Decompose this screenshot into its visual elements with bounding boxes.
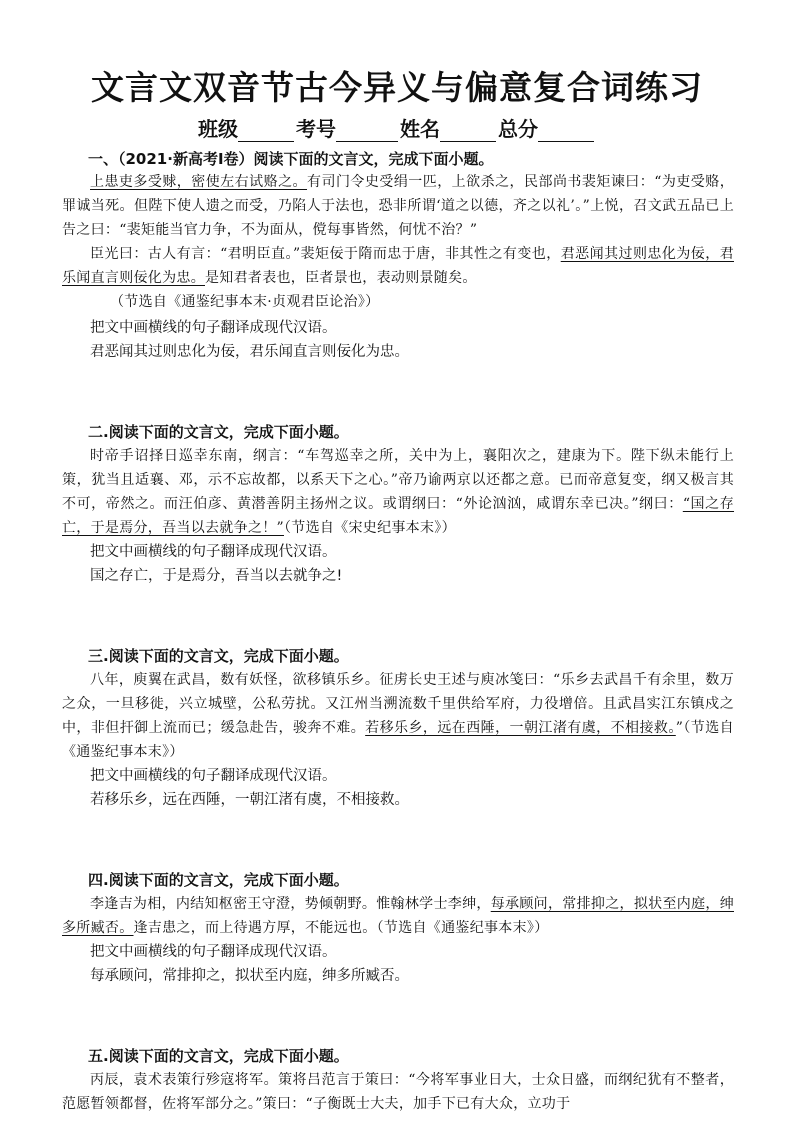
question-2-heading: 二.阅读下面的文言文，完成下面小题。 [88,423,349,441]
question-4-passage [62,892,734,940]
passage-text: 是知君者表也，臣者景也，表动则景随矣。 [205,270,477,286]
question-1-answer[interactable]: 君恶闻其过则忠化为佞，君乐闻直言则佞化为忠。 [90,344,409,360]
passage-text: 时帝手诏择日巡幸东南，纲言：“车驾巡幸之所，关中为上，襄阳次之，建康为下。陛下纵未能行上策，犹当且适襄、邓，示不忘故都，以系天下之心。”帝乃谕两京以还都之意。已而帝意复变，纲又极言其不可，帝然之。而汪伯彦、黄潜善阴主扬州之议。或谓纲曰：“外论汹汹，咸谓东幸已决。”纲曰： [62,448,734,512]
question-3-passage [62,668,734,764]
passage-text: 有司门令史受绢一匹，上欲杀之，民部尚书裴矩谏曰：“为吏受赂，罪诚当死。但陛下使人遗之而受，乃陷人于法也，恐非所谓‘道之以德，齐之以礼’。”上悦，召文武五品已上告之曰：“裴矩能当官力争，不为面从，傥每事皆然，何忧不治？” [62,174,735,238]
question-2-prompt: 把文中画横线的句子翻译成现代汉语。 [90,544,337,560]
passage-text: 八年，庾翼在武昌，数有妖怪，欲移镇乐乡。征虏长史王述与庾冰笺曰：“乐乡去武昌千有余里，数万之众，一旦移徙，兴立城壁，公私劳扰。又江州当溯流数千里供给军府，力役增倍。且武昌实江东镇戍之中，非但扞御上流而已；缓急赴告，骏奔不难。 [62,672,734,736]
question-1-source: （节选自《通鉴纪事本末·贞观君臣论治》） [110,294,380,310]
question-1-prompt: 把文中画横线的句子翻译成现代汉语。 [90,320,337,336]
question-3-answer[interactable]: 若移乐乡，远在西陲，一朝江渚有虞，不相接救。 [90,792,409,808]
exam-no-blank[interactable] [336,121,398,142]
question-3-prompt: 把文中画横线的句子翻译成现代汉语。 [90,768,337,784]
question-4-heading: 四.阅读下面的文言文，完成下面小题。 [88,871,349,889]
class-blank[interactable] [238,121,294,142]
question-4-prompt: 把文中画横线的句子翻译成现代汉语。 [90,944,337,960]
passage-text: 逢吉患之，而上待遇方厚，不能远也。（节选自《通鉴纪事本末》） [133,920,549,936]
question-5-heading: 五.阅读下面的文言文，完成下面小题。 [88,1047,349,1065]
underlined-sentence: “国之存亡，于是焉分，吾当以去就争之！” [62,496,735,536]
name-label: 姓名 [400,117,440,141]
question-4-answer[interactable]: 每承顾问，常排抑之，拟状至内庭，绅多所臧否。 [90,968,409,984]
passage-text: ”（节选自《通鉴纪事本末》） [62,720,734,760]
question-5-passage: 丙辰，袁术表策行殄寇将军。策将吕范言于策曰：“今将军事业日大，士众日盛，而纲纪犹有不整者，范愿暂领都督，佐将军部分之。”策曰：“子衡既士大夫，加手下已有大众，立功于 [62,1072,734,1112]
underlined-sentence: 君恶闻其过则忠化为佞，君乐闻直言则佞化为忠。 [62,246,734,286]
question-2-passage [62,444,734,540]
score-blank[interactable] [538,121,594,142]
question-2-answer[interactable]: 国之存亡，于是焉分，吾当以去就争之! [90,568,343,584]
underlined-sentence: 上患吏多受赇，密使左右试赂之。 [90,174,308,190]
question-1-passage-1 [62,170,734,242]
passage-text: 臣光曰：古人有言：“君明臣直。”裴矩佞于隋而忠于唐，非其性之有变也， [90,246,561,262]
question-3-heading: 三.阅读下面的文言文，完成下面小题。 [88,647,349,665]
exam-no-label: 考号 [296,117,336,141]
score-label: 总分 [498,117,538,141]
passage-text: （节选自《宋史纪事本末》） [283,520,456,536]
student-info-line [0,113,794,142]
underlined-sentence: 若移乐乡，远在西陲，一朝江渚有虞，不相接救。 [365,720,676,736]
passage-text: 李逢吉为相，内结知枢密王守澄，势倾朝野。惟翰林学士李绅， [90,896,491,912]
underlined-sentence: 每承顾问，常排抑之，拟状至内庭，绅多所臧否。 [62,896,734,936]
class-label: 班级 [198,117,238,141]
page-title: 文言文双音节古今异义与偏意复合词练习 [91,68,703,107]
name-blank[interactable] [440,121,496,142]
question-1-heading: 一、（2021·新高考Ⅰ卷）阅读下面的文言文，完成下面小题。 [88,150,494,168]
question-1-passage-2 [62,242,734,290]
